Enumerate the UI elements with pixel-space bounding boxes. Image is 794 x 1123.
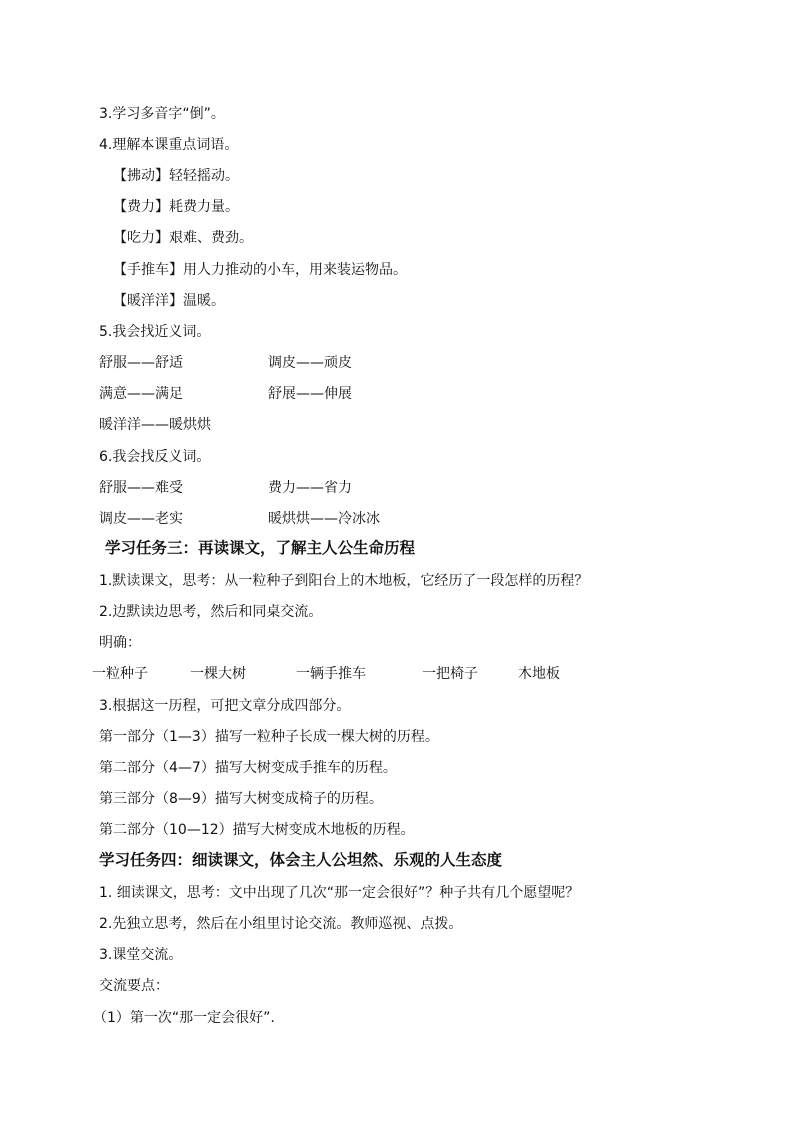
vocab-item: 【费力】耗费力量。 (113, 199, 239, 215)
text-line: 第二部分（4—7）描写大树变成手推车的历程。 (99, 760, 397, 776)
text-line: 3.课堂交流。 (99, 947, 183, 963)
synonym-pair: 暖洋洋——暖烘烘 (99, 417, 211, 433)
stage: 木地板 (518, 666, 560, 682)
text-line: 明确： (99, 635, 141, 651)
text-line: 1. 细读课文，思考：文中出现了几次“那一定会很好”？种子共有几个愿望呢？ (99, 885, 580, 901)
text-line: 4.理解本课重点词语。 (99, 137, 239, 153)
vocab-item: 【手推车】用人力推动的小车，用来装运物品。 (113, 262, 407, 278)
section-heading: 学习任务四：细读课文，体会主人公坦然、乐观的人生态度 (99, 850, 503, 869)
synonym-pair: 调皮——顽皮 (268, 355, 352, 371)
text-line: 1.默读课文，思考：从一粒种子到阳台上的木地板，它经历了一段怎样的历程？ (99, 573, 589, 589)
stage: 一把椅子 (422, 666, 478, 682)
text-line: 2.先独立思考，然后在小组里讨论交流。教师巡视、点拨。 (99, 916, 463, 932)
antonym-pair: 费力——省力 (268, 480, 352, 496)
vocab-item: 【暖洋洋】温暖。 (113, 293, 225, 309)
stage: 一辆手推车 (296, 666, 366, 682)
section-heading: 学习任务三：再读课文，了解主人公生命历程 (105, 538, 416, 557)
text-line: 6.我会找反义词。 (99, 449, 211, 465)
stage: 一粒种子 (92, 666, 148, 682)
text-line: 5.我会找近义词。 (99, 324, 211, 340)
synonym-pair: 舒服——舒适 (99, 355, 183, 371)
synonym-pair: 满意——满足 (99, 386, 183, 402)
vocab-item: 【吃力】艰难、费劲。 (113, 230, 253, 246)
antonym-pair: 舒服——难受 (99, 480, 183, 496)
text-line: 第三部分（8—9）描写大树变成椅子的历程。 (99, 791, 383, 807)
text-line: 3.根据这一历程，可把文章分成四部分。 (99, 698, 351, 714)
text-line: 交流要点： (99, 978, 169, 994)
antonym-pair: 调皮——老实 (99, 511, 183, 527)
text-line: 第二部分（10—12）描写大树变成木地板的历程。 (99, 822, 415, 838)
stage: 一棵大树 (190, 666, 246, 682)
vocab-item: 【拂动】轻轻摇动。 (113, 168, 239, 184)
antonym-pair: 暖烘烘——冷冰冰 (268, 511, 380, 527)
text-line: 2.边默读边思考，然后和同桌交流。 (99, 604, 323, 620)
text-line: （1）第一次“那一定会很好”. (93, 1010, 275, 1026)
text-line: 3.学习多音字“倒”。 (99, 106, 225, 122)
synonym-pair: 舒展——伸展 (268, 386, 352, 402)
text-line: 第一部分（1—3）描写一粒种子长成一棵大树的历程。 (99, 729, 439, 745)
